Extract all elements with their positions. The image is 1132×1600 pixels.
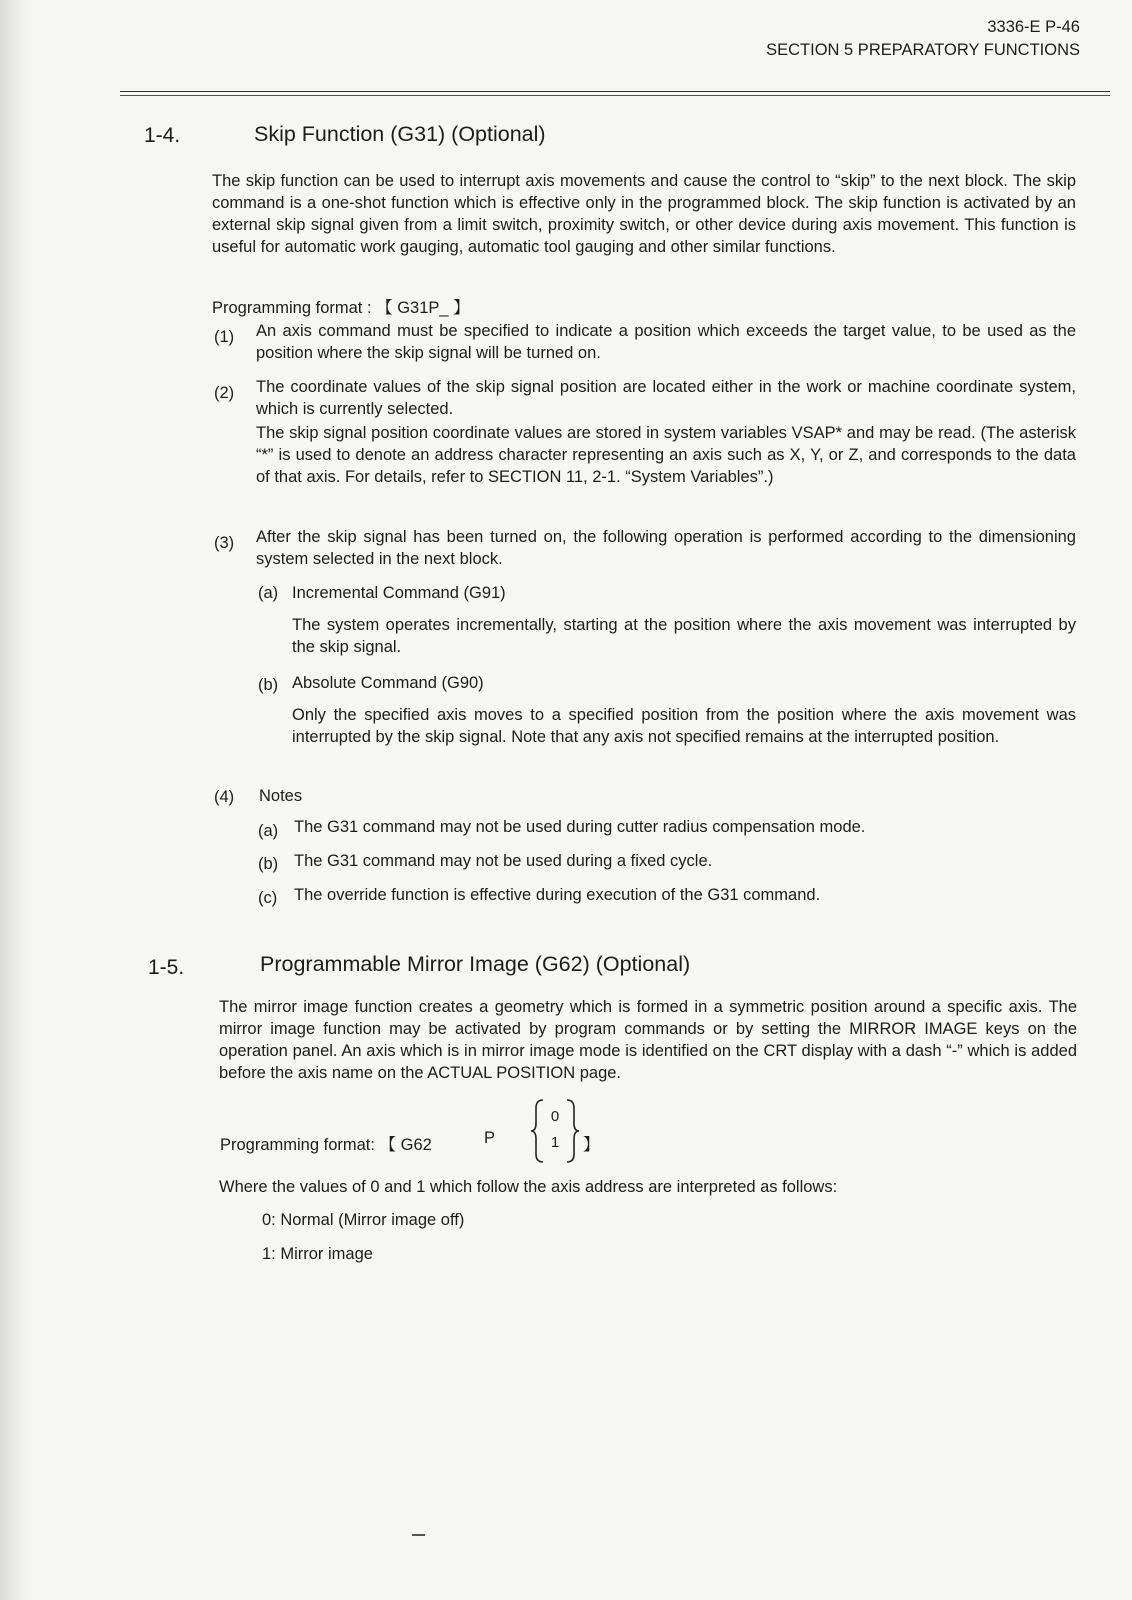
section-1-4-title: Skip Function (G31) (Optional) — [254, 122, 546, 146]
mirror-where-text: Where the values of 0 and 1 which follow the axis address are interpreted as follows: — [219, 1178, 838, 1196]
item-3-number: (3) — [214, 534, 235, 552]
item-2-number: (2) — [214, 384, 235, 402]
doc-reference: 3336-E P-46 — [987, 18, 1080, 36]
mirror-option-0: 0: Normal (Mirror image off) — [262, 1211, 465, 1229]
item-2-text-b: The skip signal position coordinate values are stored in system variables VSAP* and may be read. (The asterisk “*” is used to denote an address character representing an axis such as X, Y, or Z, and corresponds to the data of that axis. For details, refer to SECTION 11, 2-1. “System Variables”.) — [256, 424, 1076, 486]
item-3a-number: (a) — [258, 584, 279, 602]
item-3-text: After the skip signal has been turned on, the following operation is performed according to the dimensioning system selected in the next block. — [256, 528, 1076, 568]
mirror-value-brace — [529, 1096, 581, 1166]
stray-mark — [412, 1534, 425, 1536]
note-a-text: The G31 command may not be used during cutter radius compensation mode. — [294, 818, 866, 836]
section-1-4-intro: The skip function can be used to interrupt axis movements and cause the control to “skip” to the next block. The skip command is a one-shot function which is effective only in the programmed block. The skip function is activated by an external skip signal given from a limit switch, proximity switch, or other device during axis movement. This function is useful for automatic work gauging, automatic tool gauging and other similar functions. — [212, 172, 1076, 256]
brace-value-bottom: 1 — [550, 1134, 560, 1151]
scan-edge-shadow — [0, 0, 34, 1600]
note-a-number: (a) — [258, 822, 279, 840]
section-1-5-number: 1-5. — [148, 956, 185, 979]
header-rule-top — [120, 91, 1110, 92]
skip-programming-format: Programming format : 【 G31P_ 】 — [212, 299, 470, 317]
note-b-number: (b) — [258, 855, 279, 873]
section-1-5-intro: The mirror image function creates a geometry which is formed in a symmetric position around a specific axis. The mirror image function may be activated by program commands or by setting the MIRROR IMAGE keys on the operation panel. An axis which is in mirror image mode is identified on the CRT display with a dash “-” which is added before the axis name on the ACTUAL POSITION page. — [219, 998, 1077, 1082]
item-3a-text: The system operates incrementally, starting at the position where the axis movement was interrupted by the skip signal. — [292, 616, 1076, 656]
item-4-number: (4) — [214, 788, 235, 806]
item-3b-title: Absolute Command (G90) — [292, 674, 484, 692]
brace-value-top: 0 — [550, 1108, 560, 1125]
note-c-text: The override function is effective during execution of the G31 command. — [294, 886, 821, 904]
note-b-text: The G31 command may not be used during a fixed cycle. — [294, 852, 713, 870]
note-c-number: (c) — [258, 889, 278, 907]
item-1-number: (1) — [214, 328, 235, 346]
item-1-text: An axis command must be specified to indicate a position which exceeds the target value, to be used as the position where the skip signal will be turned on. — [256, 322, 1076, 362]
section-label: SECTION 5 PREPARATORY FUNCTIONS — [766, 41, 1080, 59]
curly-brace-icon — [529, 1096, 581, 1166]
item-4-title: Notes — [259, 787, 303, 805]
item-3b-number: (b) — [258, 676, 279, 694]
mirror-format-prefix: Programming format: 【 G62 — [220, 1136, 432, 1154]
section-1-4-number: 1-4. — [144, 124, 181, 147]
mirror-option-1: 1: Mirror image — [262, 1245, 373, 1263]
item-3b-text: Only the specified axis moves to a specified position from the position where the axis movement was interrupted by the skip signal. Note that any axis not specified remains at the interrupted position. — [292, 706, 1076, 746]
section-1-5-title: Programmable Mirror Image (G62) (Optional) — [260, 952, 691, 976]
mirror-format-p: P — [484, 1129, 496, 1147]
header-rule-bottom — [120, 95, 1110, 96]
item-3a-title: Incremental Command (G91) — [292, 584, 506, 602]
mirror-format-suffix: 】 — [583, 1136, 600, 1154]
item-2-text: The coordinate values of the skip signal position are located either in the work or machine coordinate system, which is currently selected. — [256, 378, 1076, 418]
